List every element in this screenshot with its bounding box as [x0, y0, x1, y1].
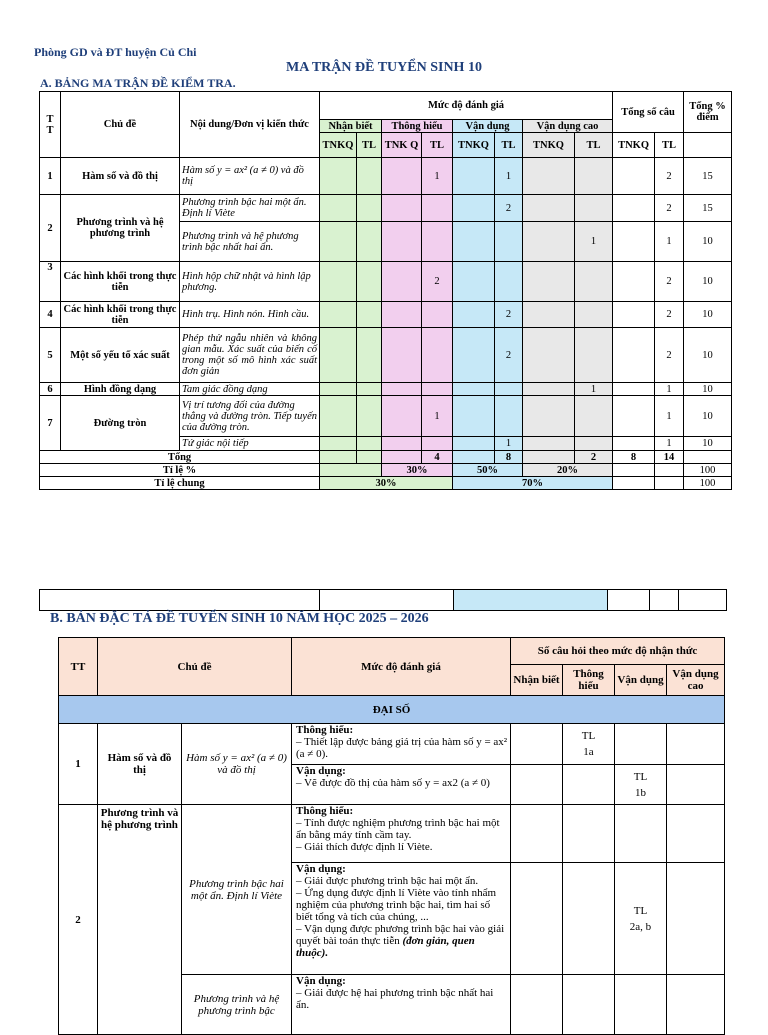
cell-vd-tl: 2 — [495, 195, 523, 222]
spec-level-text: – Ứng dụng được định lí Viète vào tính nhẩm nghiệm của phương trình bậc hai, tìm hai số biết tổng và tích của chúng, ... — [296, 887, 497, 923]
spec-content: Hàm số y = ax² (a ≠ 0) và đồ thị — [182, 724, 292, 805]
spec-level-label: Vận dụng: — [296, 975, 346, 987]
general-label: Tỉ lệ chung — [40, 477, 320, 490]
hdr-content: Nội dung/Đơn vị kiến thức — [180, 92, 320, 158]
spec-hdr-nb: Nhận biết — [511, 665, 563, 696]
spec-th-tl: TL — [581, 730, 596, 742]
cell-content: Hình hộp chữ nhật và hình lập phương. — [180, 262, 320, 302]
cell-total-tl: 1 — [655, 396, 684, 437]
hdr-th: Thông hiểu — [382, 120, 453, 133]
table-row — [59, 805, 725, 863]
spec-vd-item: 2a, b — [629, 920, 652, 933]
cell-pct: 10 — [684, 302, 732, 328]
cell-tt: 1 — [40, 158, 61, 195]
spec-level-text: – Giải được phương trình bậc hai một ẩn. — [296, 875, 479, 887]
cell-vdc-tl: 1 — [575, 222, 613, 262]
general-row — [40, 477, 732, 490]
hdr-topic: Chủ đề — [61, 92, 180, 158]
spec-hdr-count: Số câu hỏi theo mức độ nhận thức — [511, 638, 725, 665]
cell-total-tl: 1 — [655, 383, 684, 396]
spec-th-item: 1a — [583, 746, 594, 758]
general-right: 70% — [453, 477, 613, 490]
spec-hdr-topic: Chủ đề — [98, 638, 292, 696]
cell-total-tl: 2 — [655, 328, 684, 383]
cell-vd-tl: 1 — [495, 158, 523, 195]
general-pct: 100 — [684, 477, 732, 490]
hdr-total-q: Tổng số câu — [613, 92, 684, 133]
hdr-vd: Vận dụng — [453, 120, 523, 133]
spec-hdr-vd: Vận dụng — [615, 665, 667, 696]
spec-topic: Hàm số và đồ thị — [98, 724, 182, 805]
department-name: Phòng GD và ĐT huyện Củ Chi — [34, 45, 197, 59]
general-left: 30% — [320, 477, 453, 490]
spec-hdr-tt: TT — [59, 638, 98, 696]
section-b-heading: B. BẢN ĐẶC TẢ ĐỀ TUYỂN SINH 10 NĂM HỌC 2025 – 2026 — [50, 611, 429, 626]
cell-content: Phương trình bậc hai một ẩn. Định lí Viète — [180, 195, 320, 222]
hdr-nb-tl: TL — [357, 133, 382, 158]
spec-level-text: – Giải thích được định lí Viète. — [296, 841, 433, 853]
cell-pct: 10 — [684, 437, 732, 451]
section-a-heading: A. BẢNG MA TRẬN ĐỀ KIỂM TRA. — [40, 76, 236, 90]
spec-level-label: Thông hiểu: — [296, 724, 354, 736]
cell-th-tl: 1 — [422, 396, 453, 437]
cell-pct: 10 — [684, 396, 732, 437]
spec-topic: Phương trình và hệ phương trình — [98, 805, 182, 1035]
total-label: Tổng — [40, 451, 320, 464]
cell-content: Phương trình và hệ phương trình bậc nhất hai ẩn. — [180, 222, 320, 262]
cell-tt: 6 — [40, 383, 61, 396]
cell-topic: Phương trình và hệ phương trình — [61, 195, 180, 262]
total-vd-tl: 8 — [495, 451, 523, 464]
cell-topic: Hình đồng dạng — [61, 383, 180, 396]
empty-strip — [39, 589, 727, 611]
spec-tt: 2 — [59, 805, 98, 1035]
matrix-table — [39, 91, 732, 490]
cell-pct: 15 — [684, 158, 732, 195]
cell-total-tl: 1 — [655, 437, 684, 451]
cell-topic: Đường tròn — [61, 396, 180, 451]
cell-pct: 10 — [684, 222, 732, 262]
cell-total-tl: 2 — [655, 262, 684, 302]
table-row — [59, 724, 725, 765]
hdr-levels: Mức độ đánh giá — [320, 92, 613, 120]
table-row — [40, 262, 732, 302]
cell-total-tl: 2 — [655, 195, 684, 222]
cell-vd-tl: 2 — [495, 302, 523, 328]
hdr-total-pct: Tổng % điểm — [684, 92, 732, 133]
cell-topic: Các hình khối trong thực tiễn — [61, 262, 180, 302]
hdr-total-tnkq: TNKQ — [613, 133, 655, 158]
cell-total-tl: 2 — [655, 158, 684, 195]
cell-topic: Hàm số và đồ thị — [61, 158, 180, 195]
hdr-th-tl: TL — [422, 133, 453, 158]
cell-tt: 2 — [40, 195, 61, 262]
spec-table — [58, 637, 725, 1035]
cell-total-tl: 2 — [655, 302, 684, 328]
hdr-vd-tl: TL — [495, 133, 523, 158]
spec-hdr-th: Thông hiểu — [563, 665, 615, 696]
spec-vd-tl: TL — [633, 904, 648, 917]
ratio-pct: 100 — [684, 464, 732, 477]
hdr-nb-tnkq: TNKQ — [320, 133, 357, 158]
total-th-tl: 4 — [422, 451, 453, 464]
hdr-total-tl: TL — [655, 133, 684, 158]
cell-pct: 15 — [684, 195, 732, 222]
page-title: MA TRẬN ĐỀ TUYỂN SINH 10 — [286, 60, 482, 75]
hdr-vd-tnkq: TNKQ — [453, 133, 495, 158]
cell-content: Phép thử ngẫu nhiên và không gian mẫu. Xác suất của biến cố trong một số mô hình xác suất đơn giản — [180, 328, 320, 383]
cell-content: Tứ giác nội tiếp — [180, 437, 320, 451]
cell-pct: 10 — [684, 262, 732, 302]
spec-vd-tl: TL — [633, 770, 648, 783]
table-row — [40, 302, 732, 328]
hdr-tt: T T — [40, 92, 61, 158]
cell-content: Vị trí tương đối của đường thẳng và đường tròn. Tiếp tuyến của đường tròn. — [180, 396, 320, 437]
cell-vd-tl: 2 — [495, 328, 523, 383]
hdr-empty — [684, 133, 732, 158]
spec-content: Phương trình bậc hai một ẩn. Định lí Viète — [182, 805, 292, 975]
ratio-th: 30% — [382, 464, 453, 477]
spec-level-text: – Giải được hệ hai phương trình bậc nhất hai ẩn. — [296, 987, 494, 1011]
cell-tt: 5 — [40, 328, 61, 383]
cell-vd-tl: 1 — [495, 437, 523, 451]
cell-th-tl: 2 — [422, 262, 453, 302]
cell-pct: 10 — [684, 383, 732, 396]
spec-level-text: – Tính được nghiệm phương trình bậc hai một ẩn bằng máy tính cầm tay. — [296, 817, 500, 841]
cell-topic: Một số yếu tố xác suất — [61, 328, 180, 383]
spec-level-text: – Thiết lập được bảng giá trị của hàm số y = ax² (a ≠ 0). — [296, 736, 508, 760]
ratio-row — [40, 464, 732, 477]
spec-level-label: Vận dụng: — [296, 863, 346, 875]
ratio-vdc: 20% — [523, 464, 613, 477]
spec-hdr-level: Mức độ đánh giá — [292, 638, 511, 696]
spec-vd-item: 1b — [635, 786, 646, 799]
spec-section-algebra: ĐẠI SỐ — [59, 696, 725, 724]
ratio-label: Tỉ lệ % — [40, 464, 320, 477]
cell-th-tl: 1 — [422, 158, 453, 195]
cell-content: Hàm số y = ax² (a ≠ 0) và đồ thị — [180, 158, 320, 195]
cell-content: Tam giác đồng dạng — [180, 383, 320, 396]
total-tl: 14 — [655, 451, 684, 464]
cell-topic: Các hình khối trong thực tiễn — [61, 302, 180, 328]
hdr-th-tnkq: TNK Q — [382, 133, 422, 158]
cell-tt: 7 — [40, 396, 61, 451]
spec-level-label: Thông hiểu: — [296, 805, 354, 817]
ratio-vd: 50% — [453, 464, 523, 477]
cell-pct: 10 — [684, 328, 732, 383]
table-row — [40, 328, 732, 383]
cell-vdc-tl: 1 — [575, 383, 613, 396]
hdr-vdc-tnkq: TNKQ — [523, 133, 575, 158]
total-tnkq: 8 — [613, 451, 655, 464]
table-row — [40, 195, 732, 222]
spec-hdr-vdc: Vận dụng cao — [667, 665, 725, 696]
table-row — [40, 158, 732, 195]
hdr-vdc: Vận dụng cao — [523, 120, 613, 133]
spec-level-text: – Vẽ được đồ thị của hàm số y = ax2 (a ≠ 0) — [296, 777, 490, 789]
cell-tt: 3 — [40, 262, 61, 302]
cell-content: Hình trụ. Hình nón. Hình cầu. — [180, 302, 320, 328]
total-row — [40, 451, 732, 464]
cell-tt: 4 — [40, 302, 61, 328]
total-vdc-tl: 2 — [575, 451, 613, 464]
hdr-nb: Nhận biết — [320, 120, 382, 133]
spec-level-text: – Vận dụng được phương trình bậc hai vào giải quyết bài toán thực tiễn (đơn giản, quen thuộc). — [296, 923, 505, 959]
cell-total-tl: 1 — [655, 222, 684, 262]
spec-level-label: Vận dụng: — [296, 765, 346, 777]
table-row — [40, 396, 732, 437]
hdr-vdc-tl: TL — [575, 133, 613, 158]
spec-tt: 1 — [59, 724, 98, 805]
table-row — [40, 383, 732, 396]
spec-content: Phương trình và hệ phương trình bậc — [182, 975, 292, 1035]
